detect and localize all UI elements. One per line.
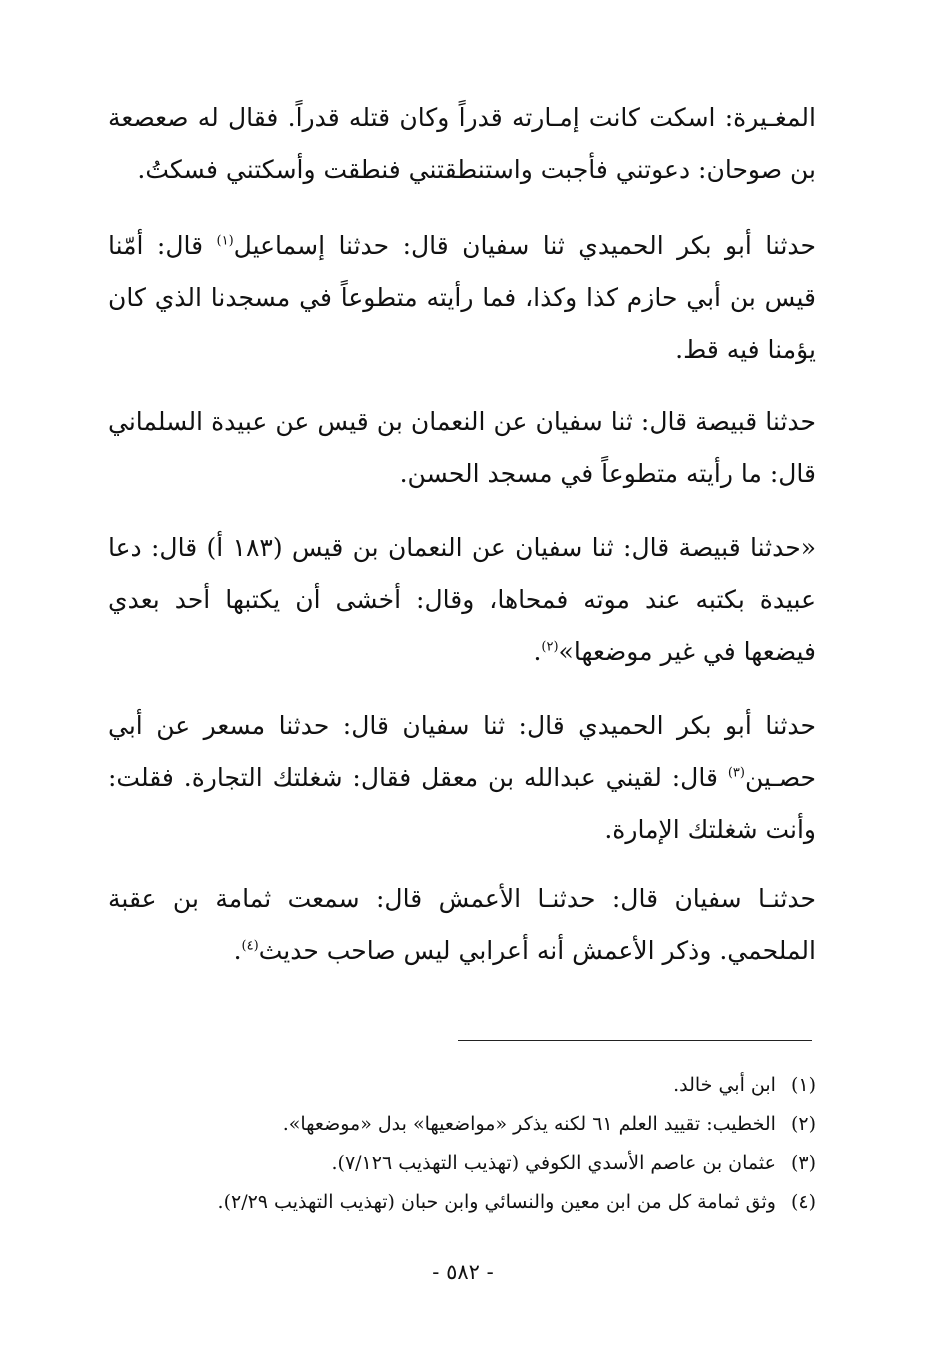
paragraph-1-text: المغـيرة: اسكت كانت إمـارته قدراً وكان قتله قدراً. فقال له صعصعة بن صوحان: دعوتني فأجبت واستنطقتني فنطقت وأسكتني فسكتُ. <box>108 103 816 184</box>
footnote-reference-2: (٢) <box>541 639 559 655</box>
footnote-reference-3: (٣) <box>727 765 745 781</box>
paragraph-4 <box>108 522 816 678</box>
paragraph-3 <box>108 396 816 500</box>
footnotes-list <box>108 1066 816 1222</box>
paragraph-6-text-start: حدثنـا سفيان قال: حدثنـا الأعمش قال: سمعت ثمامة بن عقبة الملحمي. وذكر الأعمش أنه أعرابي ليس صاحب حديث <box>108 884 816 965</box>
footnote-3 <box>108 1144 816 1183</box>
paragraph-5-text-start: حدثنا أبو بكر الحميدي قال: ثنا سفيان قال: حدثنا مسعر عن أبي حصـين <box>108 711 816 792</box>
paragraph-2-text-end: قال: أمّنا قيس بن أبي حازم كذا وكذا، فما رأيته متطوعاً في مسجدنا الذي كان يؤمنا فيه قط. <box>108 231 816 364</box>
paragraph-4-text-start: «حدثنا قبيصة قال: ثنا سفيان عن النعمان بن قيس (١٨٣ أ) قال: دعا عبيدة بكتبه عند موته فمحاها، وقال: أخشى أن يكتبها أحد بعدي فيضعها في غير موضعها» <box>108 533 816 666</box>
page-number: - ٥٨٢ - <box>432 1260 494 1284</box>
footnote-2-number: (٢) <box>790 1113 816 1135</box>
footnote-1-text: ابن أبي خالد. <box>673 1074 776 1096</box>
footnote-4 <box>108 1183 816 1222</box>
paragraph-6-text-end: . <box>233 936 242 965</box>
footnote-divider <box>458 1040 812 1041</box>
paragraph-5 <box>108 700 816 856</box>
paragraph-6 <box>108 873 816 977</box>
paragraph-5-text-end: قال: لقيني عبدالله بن معقل فقال: شغلتك التجارة. فقلت: وأنت شغلتك الإمارة. <box>108 763 816 844</box>
footnote-1 <box>108 1066 816 1105</box>
footnote-3-text: عثمان بن عاصم الأسدي الكوفي (تهذيب التهذيب ٧/١٢٦). <box>331 1152 776 1174</box>
footnote-4-number: (٤) <box>790 1191 816 1213</box>
paragraph-2-text-start: حدثنا أبو بكر الحميدي ثنا سفيان قال: حدثنا إسماعيل <box>233 231 816 260</box>
footnote-2-text: الخطيب: تقييد العلم ٦١ لكنه يذكر «مواضعيها» بدل «موضعها». <box>282 1113 776 1135</box>
paragraph-2 <box>108 220 816 376</box>
footnote-reference-1: (١) <box>216 233 234 249</box>
paragraph-4-text-end: . <box>533 637 542 666</box>
footnote-reference-4: (٤) <box>241 938 259 954</box>
footnote-3-number: (٣) <box>790 1152 816 1174</box>
paragraph-1 <box>108 92 816 196</box>
footnote-4-text: وثق ثمامة كل من ابن معين والنسائي وابن حبان (تهذيب التهذيب ٢/٢٩). <box>217 1191 776 1213</box>
footnote-2 <box>108 1105 816 1144</box>
footnote-1-number: (١) <box>790 1074 816 1096</box>
paragraph-3-text: حدثنا قبيصة قال: ثنا سفيان عن النعمان بن قيس عن عبيدة السلماني قال: ما رأيته متطوعاً في مسجد الحسن. <box>108 407 816 488</box>
